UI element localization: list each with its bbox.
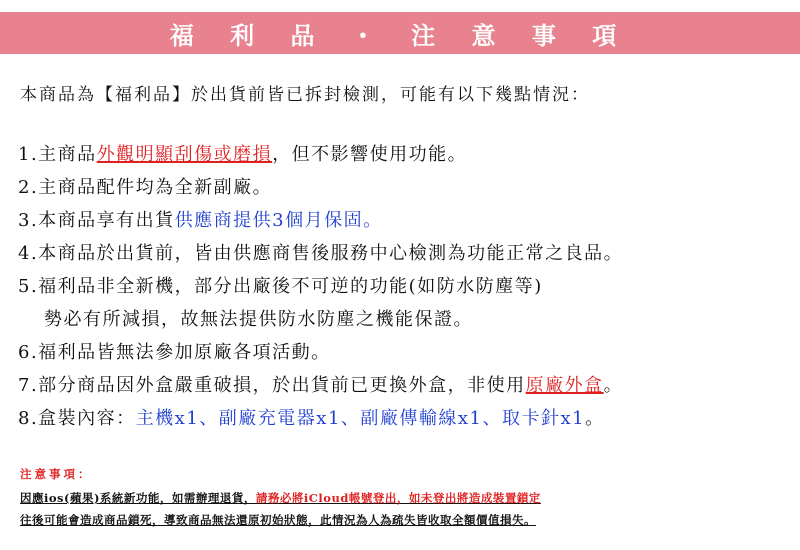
highlight-blue: 主機x1、副廠充電器x1、副廠傳輸線x1、取卡針x1	[135, 408, 586, 429]
list-item	[18, 237, 798, 270]
highlight-red: 原廠外盒	[525, 375, 604, 396]
list-item-continuation	[18, 303, 798, 336]
item-text: 8.盒裝內容：	[18, 408, 136, 429]
notes-line: 往後可能會造成商品鎖死，導致商品無法還原初始狀態，此情況為人為疏失皆收取全額價值損失。	[20, 513, 536, 527]
intro-text: 本商品為【福利品】於出貨前皆已拆封檢測，可能有以下幾點情況：	[20, 85, 590, 105]
notes-warning: 請務必將iCloud帳號登出，如未登出將造成裝置鎖定	[255, 491, 541, 505]
header-banner	[0, 12, 800, 54]
list-item	[18, 138, 798, 171]
list-item	[18, 336, 798, 369]
list-item	[18, 270, 798, 303]
list-item	[18, 402, 798, 435]
banner-title: 福 利 品 ・ 注 意 事 項	[169, 20, 631, 50]
item-text: 。	[585, 408, 605, 429]
conditions-list	[18, 138, 798, 435]
highlight-red: 外觀明顯刮傷或磨損	[96, 144, 273, 165]
item-text: 。	[603, 375, 624, 396]
item-text: 5.福利品非全新機，部分出廠後不可逆的功能(如防水防塵等)	[18, 276, 543, 297]
item-text: 6.福利品皆無法參加原廠各項活動。	[18, 342, 331, 363]
item-text: 4.本商品於出貨前，皆由供應商售後服務中心檢測為功能正常之良品。	[18, 243, 624, 264]
list-item	[18, 204, 798, 237]
list-item	[18, 369, 798, 402]
item-text: 7.部分商品因外盒嚴重破損，於出貨前已更換外盒，非使用	[18, 375, 526, 396]
item-text: 1.主商品	[18, 144, 97, 165]
notes-line	[20, 490, 790, 506]
notes-title: 注意事項：	[20, 467, 93, 481]
item-text: 3.本商品享有出貨	[18, 210, 175, 231]
list-item	[18, 171, 798, 204]
highlight-blue: 供應商提供3個月保固。	[174, 210, 383, 231]
item-text: 2.主商品配件均為全新副廠。	[18, 177, 273, 198]
notes-section	[20, 466, 790, 534]
item-text: ，但不影響使用功能。	[272, 144, 468, 165]
notes-text: 因應ios(蘋果)系統新功能，如需辦理退貨，	[20, 491, 256, 505]
item-text: 勢必有所減損，故無法提供防水防塵之機能保證。	[44, 309, 473, 330]
